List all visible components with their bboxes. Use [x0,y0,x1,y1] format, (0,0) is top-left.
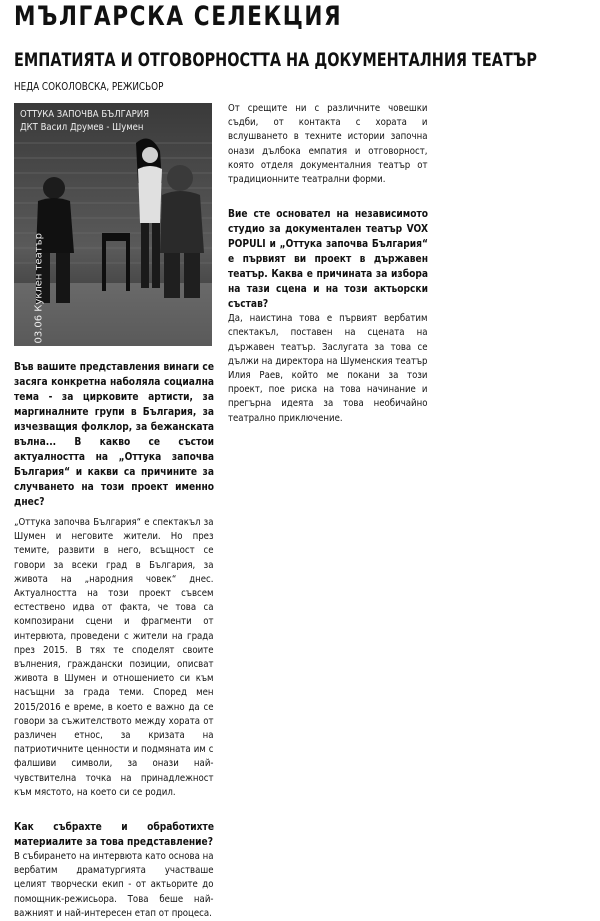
photo-side-text: 03.06 Куклен театър [33,233,45,344]
photo-caption-title: ОТТУКА ЗАПОЧВА БЪЛГАРИЯ [20,109,150,120]
left-column [14,360,214,921]
article-photo [14,103,212,346]
answer-1: „Оттука започва България“ е спектакъл за Шумен и неговите жители. Но през темите, развити в него, всъщност се говори за всеки град в България, за живота на „народния човек“ днес. Актуалността на този проект съвсем естествено идва от факта, че това са композирани сцени и фрагменти от интервюта, проведени с жители на града през 2015. В тях те споделят своите вълнения, граждански позиции, описват живота в Шумен и отношението си към насъщни за града теми. Според мен 2015/2016 е време, в което е важно да се говори за съжителството между хората от различен етнос, за кризата на патриотичните ценности и подмяната им с фалшиви символи, за онази най-чувствителна точка на принадлежност към мястото, на което си се родил. [14,517,214,798]
answer-1-continued: От срещите ни с различните човешки съдби, от контакта с хората и вслушването в техните истории започна онази дълбока емпатия и отговорност, която отделя документалния театър от традиционните театрални форми. [228,103,428,186]
question-3: Вие сте основател на независимото студио за документален театър VOX POPULI и „Оттука започва България“ е първият ви проект в държавен театър. Каква е причината за избора на тази сцена и на този актьорски състав? [228,208,429,311]
right-column [228,102,428,426]
section-title: МЪЛГАРСКА СЕЛЕКЦИЯ [14,1,343,32]
article-title: ЕМПАТИЯТА И ОТГОВОРНОСТТА НА ДОКУМЕНТАЛНИЯ ТЕАТЪР [14,49,537,71]
question-2: Как събрахте и обработихте материалите за това представление? [14,821,215,849]
answer-2: В събирането на интервюта като основа на вербатим драматургията участваше целият творчески екип - от актьорите до помощник-режисьора. Това беше най-важният и най-интересен етап от процеса. [14,851,214,919]
answer-3: Да, наистина това е първият вербатим спектакъл, поставен на сцената на държавен театър. Заслугата за това се дължи на директора на Шуменския театър Илия Раев, който ме покани за този проект, пое риска на това начинание и прегърна идеята за това необичайно театрално приключение. [228,313,428,424]
photo-caption-subtitle: ДКТ Васил Друмев - Шумен [20,122,144,133]
author-byline: НЕДА СОКОЛОВСКА, РЕЖИСЬОР [14,81,164,93]
question-1: Във вашите представления винаги се засяга конкретна наболяла социална тема - за цирковите артисти, за маргиналните групи в България, за изчезващия фолклор, за бежанската вълна... В какво се състои актуалността на „Оттука започва България“ и какви са причините за случването на този проект именно днес? [14,361,215,508]
